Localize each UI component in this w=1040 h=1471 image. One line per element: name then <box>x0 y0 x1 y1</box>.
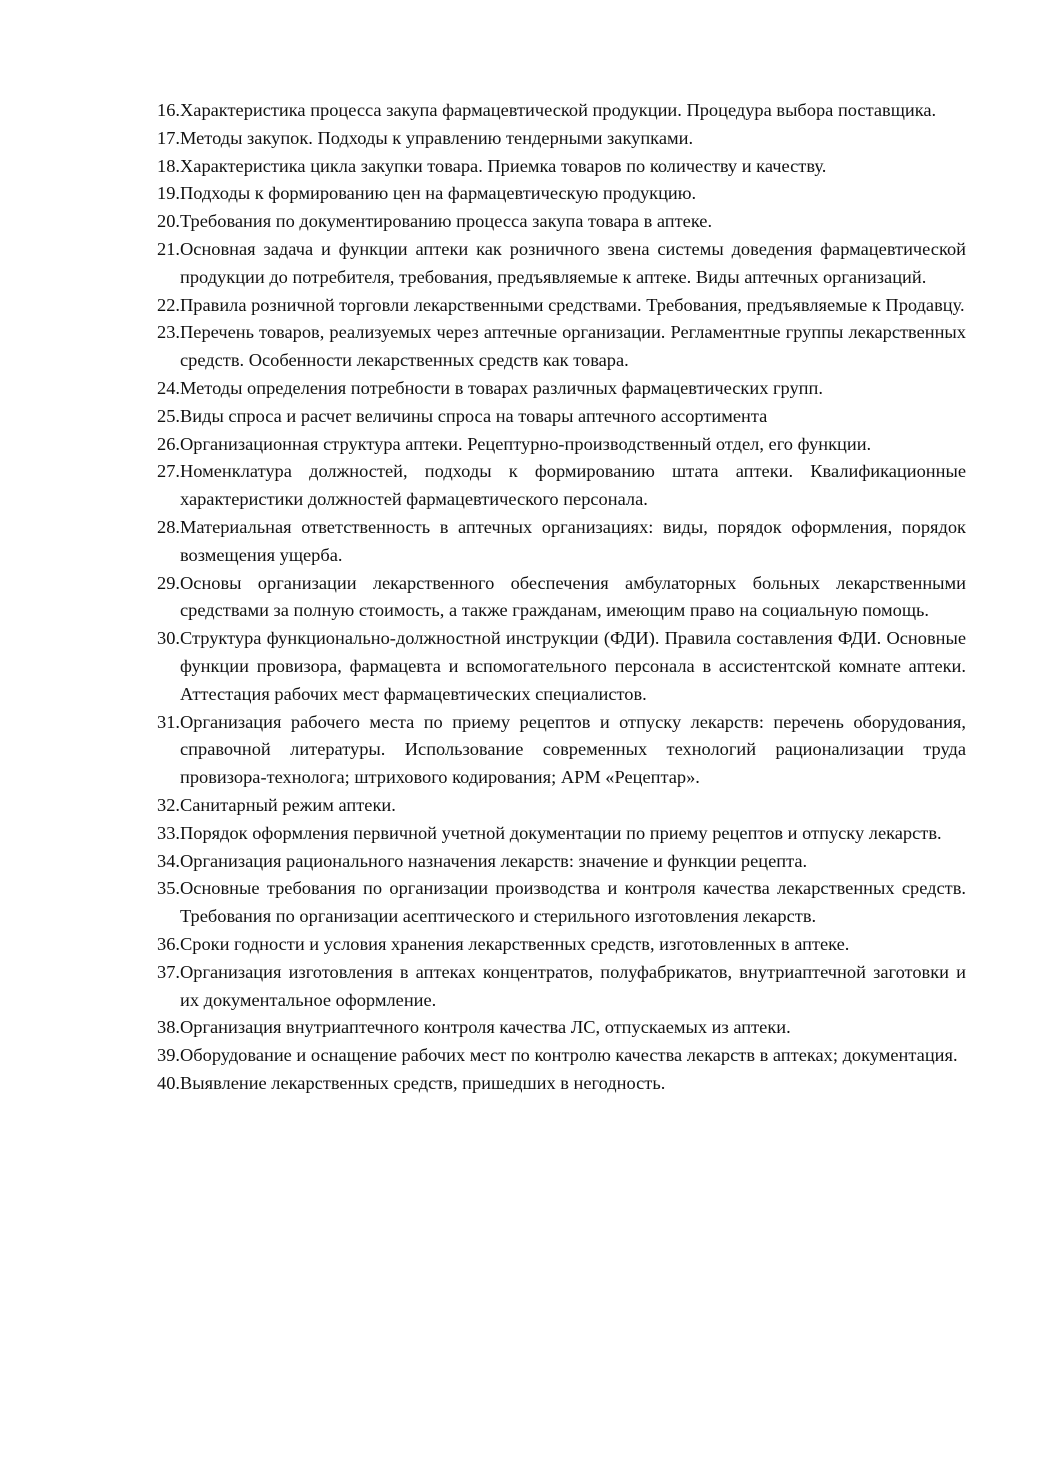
list-item <box>140 820 966 848</box>
item-text: Сроки годности и условия хранения лекарственных средств, изготовленных в аптеке. <box>180 933 850 954</box>
item-number: 29. <box>157 572 180 593</box>
item-number: 19. <box>157 183 180 204</box>
list-item <box>140 208 966 236</box>
item-text: Методы закупок. Подходы к управлению тендерными закупками. <box>180 127 694 148</box>
list-item <box>140 403 966 431</box>
item-text: Правила розничной торговли лекарственными средствами. Требования, предъявляемые к Продавцу. <box>180 294 965 315</box>
item-number: 20. <box>157 211 180 232</box>
list-item <box>140 236 966 292</box>
list-item <box>140 792 966 820</box>
item-text: Виды спроса и расчет величины спроса на товары аптечного ассортимента <box>180 405 768 426</box>
item-number: 28. <box>157 516 180 537</box>
list-item <box>140 625 966 708</box>
list-item <box>140 458 966 514</box>
item-text: Порядок оформления первичной учетной документации по приему рецептов и отпуску лекарств. <box>180 822 942 843</box>
list-item <box>140 1070 966 1098</box>
item-number: 40. <box>157 1072 180 1093</box>
item-number: 18. <box>157 155 180 176</box>
item-number: 22. <box>157 294 180 315</box>
item-text: Методы определения потребности в товарах различных фармацевтических групп. <box>180 377 823 398</box>
list-item <box>140 1042 966 1070</box>
item-text: Структура функционально-должностной инструкции (ФДИ). Правила составления ФДИ. Основные функции провизора, фармацевта и вспомогательного персонала в ассистентской комнате аптеки. Аттестация рабочих мест фармацевтических специалистов. <box>180 628 966 704</box>
list-item <box>140 97 966 125</box>
item-number: 21. <box>157 238 180 259</box>
item-number: 17. <box>157 127 180 148</box>
list-item <box>140 709 966 792</box>
list-item <box>140 1014 966 1042</box>
item-text: Организация изготовления в аптеках концентратов, полуфабрикатов, внутриаптечной заготовки и их документальное оформление. <box>180 961 966 1010</box>
item-number: 37. <box>157 961 180 982</box>
item-text: Характеристика цикла закупки товара. Приемка товаров по количеству и качеству. <box>180 155 827 176</box>
item-text: Номенклатура должностей, подходы к формированию штата аптеки. Квалификационные характеристики должностей фармацевтического персонала. <box>180 461 966 510</box>
list-item <box>140 292 966 320</box>
exam-question-list <box>140 97 966 1098</box>
item-number: 25. <box>157 405 180 426</box>
item-text: Материальная ответственность в аптечных организациях: виды, порядок оформления, порядок возмещения ущерба. <box>180 516 966 565</box>
item-text: Организация внутриаптечного контроля качества ЛС, отпускаемых из аптеки. <box>180 1017 791 1038</box>
item-number: 39. <box>157 1045 180 1066</box>
list-item <box>140 570 966 626</box>
list-item <box>140 848 966 876</box>
list-item <box>140 875 966 931</box>
item-number: 34. <box>157 850 180 871</box>
item-number: 38. <box>157 1017 180 1038</box>
item-number: 36. <box>157 933 180 954</box>
item-text: Характеристика процесса закупа фармацевтической продукции. Процедура выбора поставщика. <box>180 100 937 120</box>
item-text: Подходы к формированию цен на фармацевтическую продукцию. <box>180 183 697 204</box>
list-item <box>140 180 966 208</box>
item-text: Организация рационального назначения лекарств: значение и функции рецепта. <box>180 850 808 871</box>
item-number: 23. <box>157 322 180 343</box>
item-number: 16. <box>157 100 180 120</box>
item-number: 30. <box>157 628 180 649</box>
item-text: Санитарный режим аптеки. <box>180 794 396 815</box>
item-text: Основные требования по организации производства и контроля качества лекарственных средств. Требования по организации асептического и стерильного изготовления лекарств. <box>180 878 966 927</box>
item-text: Основы организации лекарственного обеспечения амбулаторных больных лекарственными средствами за полную стоимость, а также гражданам, имеющим право на социальную помощь. <box>180 572 966 621</box>
item-number: 35. <box>157 878 180 899</box>
list-item <box>140 153 966 181</box>
list-item <box>140 931 966 959</box>
item-number: 31. <box>157 711 180 732</box>
item-text: Требования по документированию процесса закупа товара в аптеке. <box>180 211 713 232</box>
item-number: 26. <box>157 433 180 454</box>
item-number: 24. <box>157 377 180 398</box>
item-text: Основная задача и функции аптеки как розничного звена системы доведения фармацевтической продукции до потребителя, требования, предъявляемые к аптеке. Виды аптечных организаций. <box>180 238 966 287</box>
list-item <box>140 375 966 403</box>
list-item <box>140 959 966 1015</box>
list-item <box>140 431 966 459</box>
item-text: Организация рабочего места по приему рецептов и отпуску лекарств: перечень оборудования, справочной литературы. Использование современных технологий рационализации труда провизора-технолога; штрихового кодирования; АРМ «Рецептар». <box>180 711 966 788</box>
item-number: 32. <box>157 794 180 815</box>
item-text: Перечень товаров, реализуемых через аптечные организации. Регламентные группы лекарственных средств. Особенности лекарственных средств как товара. <box>180 322 966 371</box>
item-number: 33. <box>157 822 180 843</box>
list-item <box>140 125 966 153</box>
list-item <box>140 514 966 570</box>
item-text: Выявление лекарственных средств, пришедших в негодность. <box>180 1072 666 1093</box>
list-item <box>140 319 966 375</box>
item-text: Организационная структура аптеки. Рецептурно-производственный отдел, его функции. <box>180 433 872 454</box>
item-text: Оборудование и оснащение рабочих мест по контролю качества лекарств в аптеках; документация. <box>180 1045 958 1066</box>
item-number: 27. <box>157 461 180 482</box>
